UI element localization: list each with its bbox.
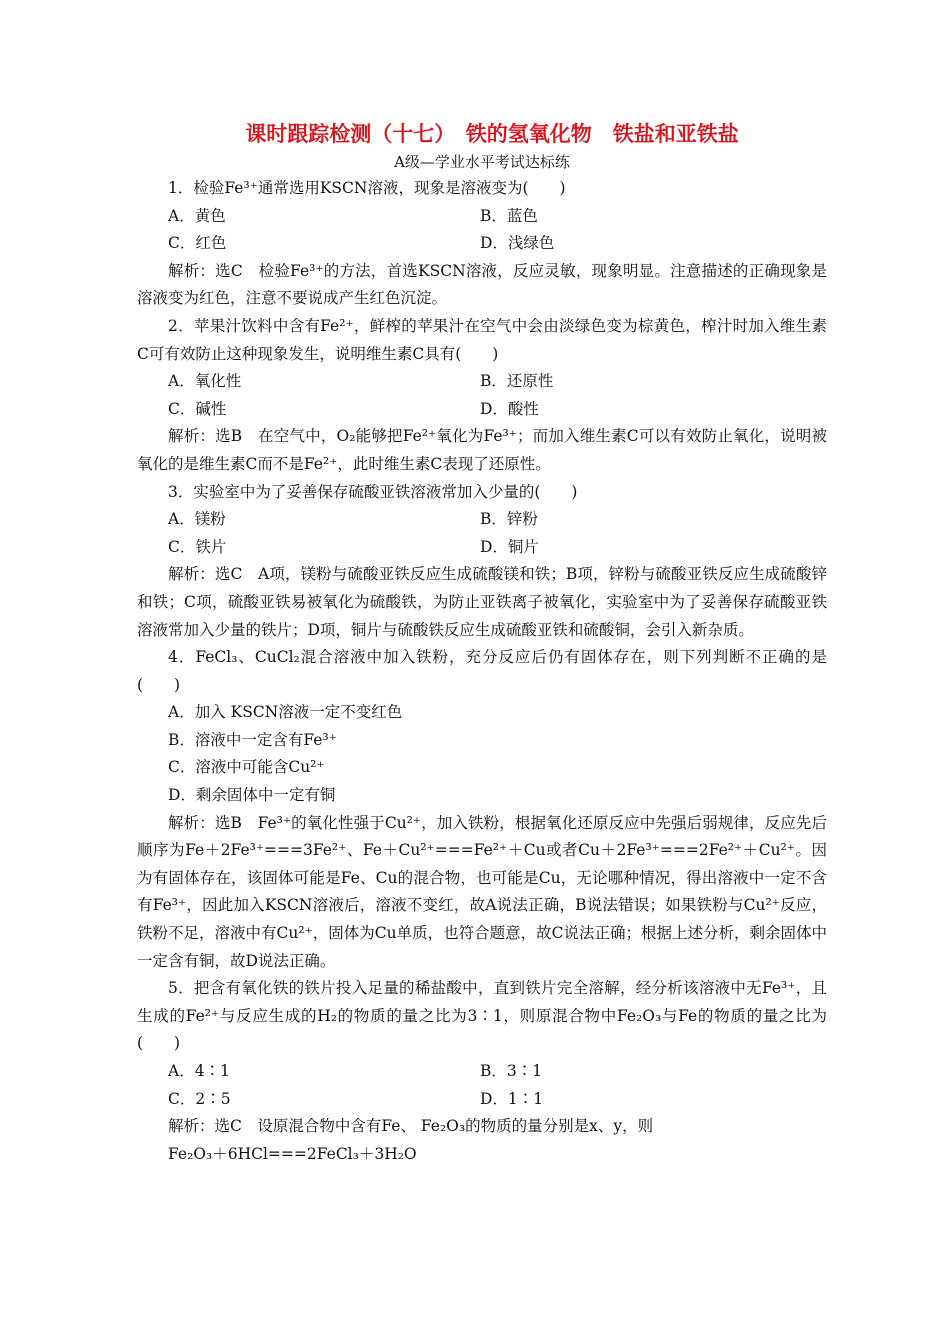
question-3-analysis: 解析：选C A项，镁粉与硫酸亚铁反应生成硫酸镁和铁；B项，锌粉与硫酸亚铁反应生成硫酸锌和铁；C项，硫酸亚铁易被氧化为硫酸铁，为防止亚铁离子被氧化，实验室中为了妥善保存硫酸亚铁溶液常加入少量的铁片；D项，铜片与硫酸铁反应生成硫酸亚铁和硫酸铜，会引入新杂质。: [137, 565, 827, 639]
question-5-analysis: 解析：选C 设原混合物中含有Fe、 Fe₂O₃的物质的量分别是x、y，则: [168, 1117, 654, 1136]
option-b: B．锌粉: [480, 510, 538, 529]
question-1-stem: 1．检验Fe³⁺通常选用KSCN溶液，现象是溶液变为( ): [168, 179, 566, 197]
question-3-options-row-2: [137, 534, 827, 562]
question-5-options-row-2: [137, 1086, 827, 1114]
option-d: D．剩余固体中一定有铜: [168, 786, 336, 805]
option-c: C．溶液中可能含Cu²⁺: [168, 758, 325, 777]
option-c: C．2∶5: [168, 1089, 231, 1108]
option-d: D．浅绿色: [480, 234, 555, 253]
option-a: A．加入 KSCN溶液一定不变红色: [168, 703, 403, 722]
option-a: A．氧化性: [168, 372, 242, 391]
question-2-options-row-2: [137, 396, 827, 424]
question-2-analysis: 解析：选B 在空气中，O₂能够把Fe²⁺氧化为Fe³⁺；而加入维生素C可以有效防止氧化，说明被氧化的是维生素C而不是Fe²⁺，此时维生素C表现了还原性。: [137, 427, 827, 473]
option-d: D．1∶1: [480, 1089, 544, 1108]
question-1-analysis: 解析：选C 检验Fe³⁺的方法，首选KSCN溶液，反应灵敏，现象明显。注意描述的正确现象是溶液变为红色，注意不要说成产生红色沉淀。: [137, 261, 827, 308]
question-4-analysis: 解析：选B Fe³⁺的氧化性强于Cu²⁺，加入铁粉，根据氧化还原反应中先强后弱规律，反应先后顺序为Fe＋2Fe³⁺===3Fe²⁺、Fe＋Cu²⁺===Fe²⁺＋Cu或者Cu＋2Fe³⁺===2Fe²⁺＋Cu²⁺。因为有固体存在，该固体可能是Fe、Cu的混合物，也可能是Cu，无论哪种情况，得出溶液中一定不含有Fe³⁺，因此加入KSCN溶液后，溶液不变红，故A说法正确，B说法错误；如果铁粉与Cu²⁺反应，铁粉不足，溶液中有Cu²⁺，固体为Cu单质，也符合题意，故C说法正确；根据上述分析，剩余固体中一定含有铜，故D说法正确。: [137, 813, 827, 970]
page-title: 课时跟踪检测（十七） 铁的氢氧化物 铁盐和亚铁盐: [245, 122, 739, 146]
option-d: D．铜片: [480, 537, 539, 556]
question-1-options-row-2: [137, 230, 827, 258]
question-5-options-row-1: [137, 1058, 827, 1086]
option-a: A．黄色: [168, 206, 226, 225]
question-5-equation: Fe₂O₃＋6HCl===2FeCl₃＋3H₂O: [168, 1144, 417, 1163]
question-2-options-row-1: [137, 368, 827, 396]
question-4-stem: 4．FeCl₃、CuCl₂混合溶液中加入铁粉，充分反应后仍有固体存在，则下列判断不正确的是( ): [137, 648, 827, 694]
section-subtitle: A级—学业水平考试达标练: [394, 153, 570, 171]
option-d: D．酸性: [480, 399, 539, 418]
document-page: [137, 118, 827, 1168]
option-b: B．蓝色: [480, 206, 538, 225]
option-c: C．红色: [168, 234, 227, 253]
question-5-stem: 5．把含有氧化铁的铁片投入足量的稀盐酸中，直到铁片完全溶解，经分析该溶液中无Fe³⁺，且生成的Fe²⁺与反应生成的H₂的物质的量之比为3∶1，则原混合物中Fe₂O₃与Fe的物质的量之比为( ): [137, 979, 827, 1053]
question-3-stem: 3．实验室中为了妥善保存硫酸亚铁溶液常加入少量的( ): [168, 482, 578, 501]
option-b: B．3∶1: [480, 1062, 543, 1080]
option-a: A．镁粉: [168, 510, 226, 529]
question-3-options-row-1: [137, 506, 827, 534]
option-c: C．碱性: [168, 399, 227, 418]
option-a: A．4∶1: [168, 1062, 230, 1080]
option-b: B．还原性: [480, 372, 554, 391]
option-b: B．溶液中一定含有Fe³⁺: [168, 730, 337, 749]
option-c: C．铁片: [168, 537, 227, 556]
question-1-options-row-1: [137, 203, 827, 231]
question-2-stem: 2．苹果汁饮料中含有Fe²⁺，鲜榨的苹果汁在空气中会由淡绿色变为棕黄色，榨汁时加入维生素C可有效防止这种现象发生，说明维生素C具有( ): [137, 316, 827, 363]
